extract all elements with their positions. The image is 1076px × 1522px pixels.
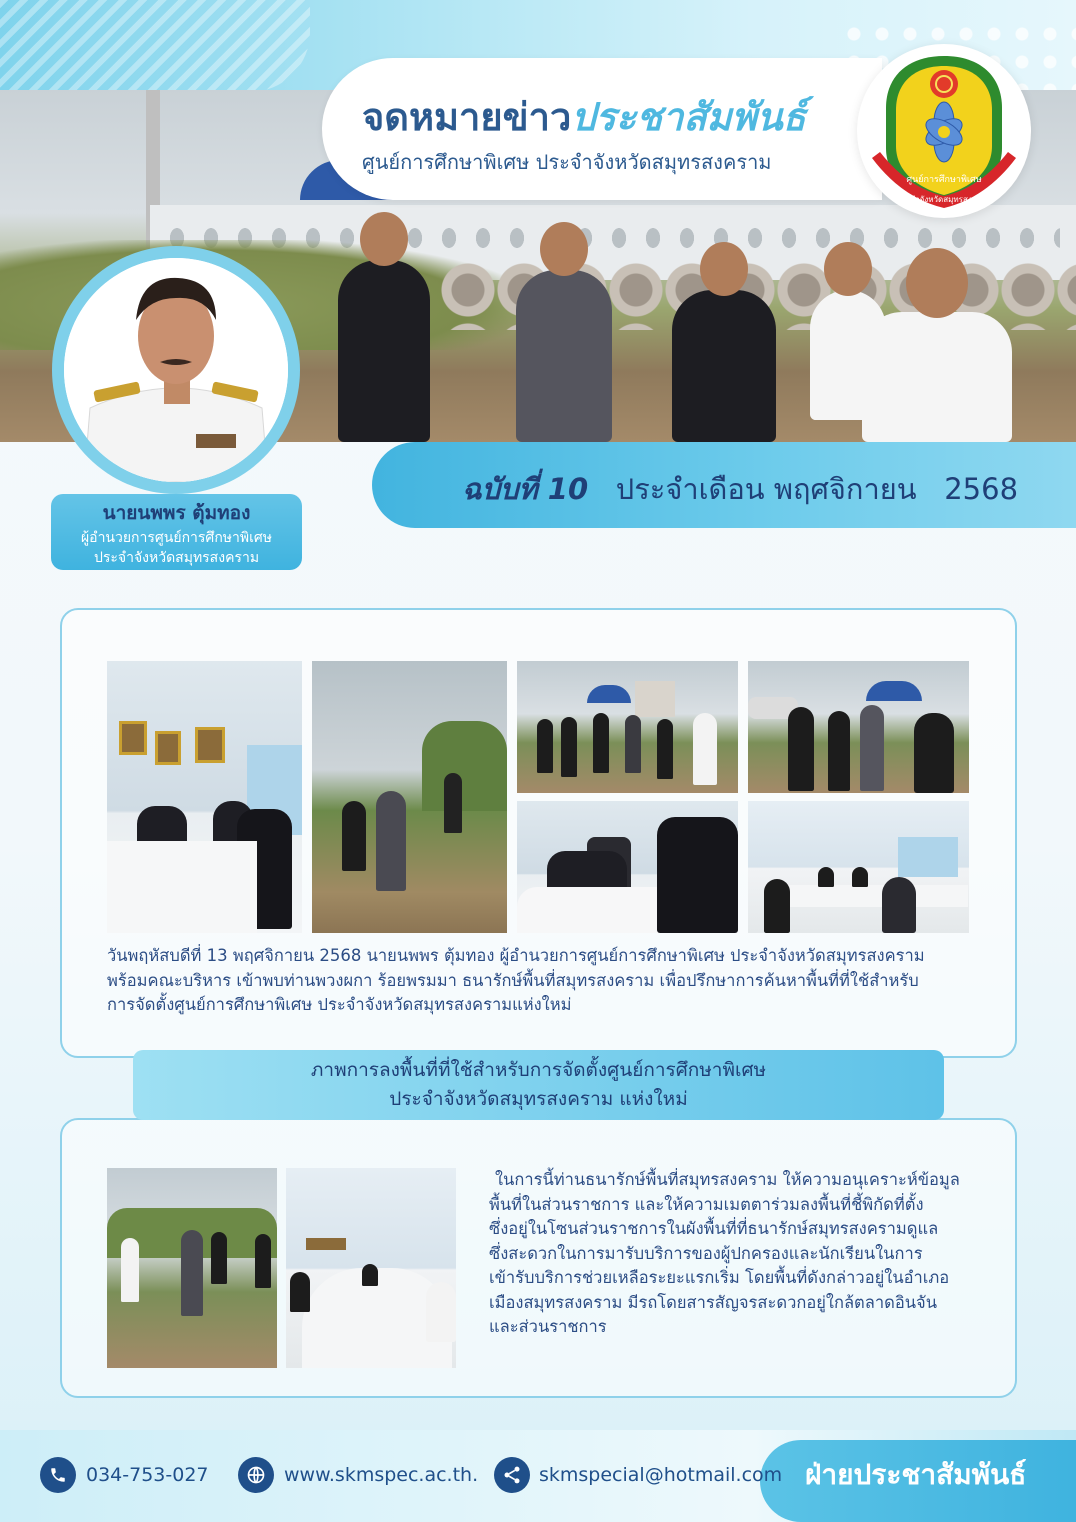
photo-site-survey [107,1168,277,1368]
person-figure [516,270,612,442]
caption-line: พร้อมคณะบริหาร เข้าพบท่านพวงผกา ร้อยพรมมา ธนารักษ์พื้นที่สมุทรสงคราม เพื่อปรึกษาการค้นหาพื้นที่ที่ใช้สำหรับ [107,970,919,990]
footer-phone[interactable]: 034-753-027 [86,1464,209,1486]
footer-website-link[interactable]: www.skmspec.ac.th. [284,1464,479,1486]
photo-site-discussion [748,661,969,793]
news-body [489,1168,989,1340]
person-figure [672,290,776,442]
globe-icon [238,1457,274,1493]
person-figure [862,312,1012,442]
director-role-line2: ประจำจังหวัดสมุทรสงคราม [93,550,260,566]
issue-number: ฉบับที่ 10 [462,472,589,506]
photo-document-review [517,801,738,933]
director-role-line1: ผู้อำนวยการศูนย์การศึกษาพิเศษ [80,530,273,546]
photo-office-meeting [107,661,302,933]
section-title-line2: ประจำจังหวัดสมุทรสงคราม แห่งใหม่ [389,1088,688,1110]
issue-info [462,466,1062,512]
issue-year: 2568 [944,472,1019,506]
title-accent-text: ประชาสัมพันธ์ [571,95,806,139]
body-line: ซึ่งอยู่ในโซนส่วนราชการในผังพื้นที่ที่ธนารักษ์สมุทรสงครามดูแล [489,1219,939,1238]
director-portrait [64,258,288,482]
phone-icon [40,1457,76,1493]
photo-field-walk [312,661,507,933]
section-heading [133,1050,944,1120]
caption-line: การจัดตั้งศูนย์การศึกษาพิเศษ ประจำจังหวัดสมุทรสงครามแห่งใหม่ [107,995,572,1014]
caption-line: วันพฤหัสบดีที่ 13 พฤศจิกายน 2568 นายนพพร ตุ้มทอง ผู้อำนวยการศูนย์การศึกษาพิเศษ ประจำจังหวัดสมุทรสงคราม [107,946,925,965]
newsletter-title [362,86,862,147]
issue-month: พฤศจิกายน [773,472,917,506]
body-line: ซึ่งสะดวกในการมารับบริการของผู้ปกครองและนักเรียนในการ [489,1243,923,1263]
news-caption [107,944,997,1018]
photo-site-group [517,661,738,793]
newsletter-subtitle: ศูนย์การศึกษาพิเศษ ประจำจังหวัดสมุทรสงคราม [362,150,772,174]
body-line: เข้ารับบริการช่วยเหลือระยะแรกเริ่ม โดยพื้นที่ดังกล่าวอยู่ในอำเภอ [489,1268,950,1287]
stripe-decoration [0,0,310,92]
logo-text-top: ศูนย์การศึกษาพิเศษ [906,175,982,185]
title-main-text: จดหมายข่าว [362,95,572,139]
photo-conference-room [748,801,969,933]
logo-text-bottom: ประจำจังหวัดสมุทรสงคราม [896,195,992,204]
body-line: ในการนี้ท่านธนารักษ์พื้นที่สมุทรสงคราม ให้ความอนุเคราะห์ข้อมูล [495,1170,960,1189]
section-title-line1: ภาพการลงพื้นที่ที่ใช้สำหรับการจัดตั้งศูนย์การศึกษาพิเศษ [310,1059,767,1081]
footer-email-link[interactable]: skmspecial@hotmail.com [539,1464,783,1486]
director-name-tag [51,494,302,570]
footer-department: ฝ่ายประชาสัมพันธ์ [805,1458,1027,1491]
director-name: นายนพพร ตุ้มทอง [102,502,251,524]
issue-month-label: ประจำเดือน [615,472,765,506]
body-line: พื้นที่ในส่วนราชการ และให้ความเมตตาร่วมลงพื้นที่ชี้พิกัดที่ตั้ง [489,1194,924,1214]
body-line: เมืองสมุทรสงคราม มีรถโดยสารสัญจรสะดวกอยู่ใกล้ตลาดอินจัน [489,1292,937,1312]
share-icon [494,1457,530,1493]
school-logo [862,48,1026,214]
photo-meeting-table [286,1168,456,1368]
body-line: และส่วนราชการ [489,1317,607,1336]
person-figure [338,260,430,442]
